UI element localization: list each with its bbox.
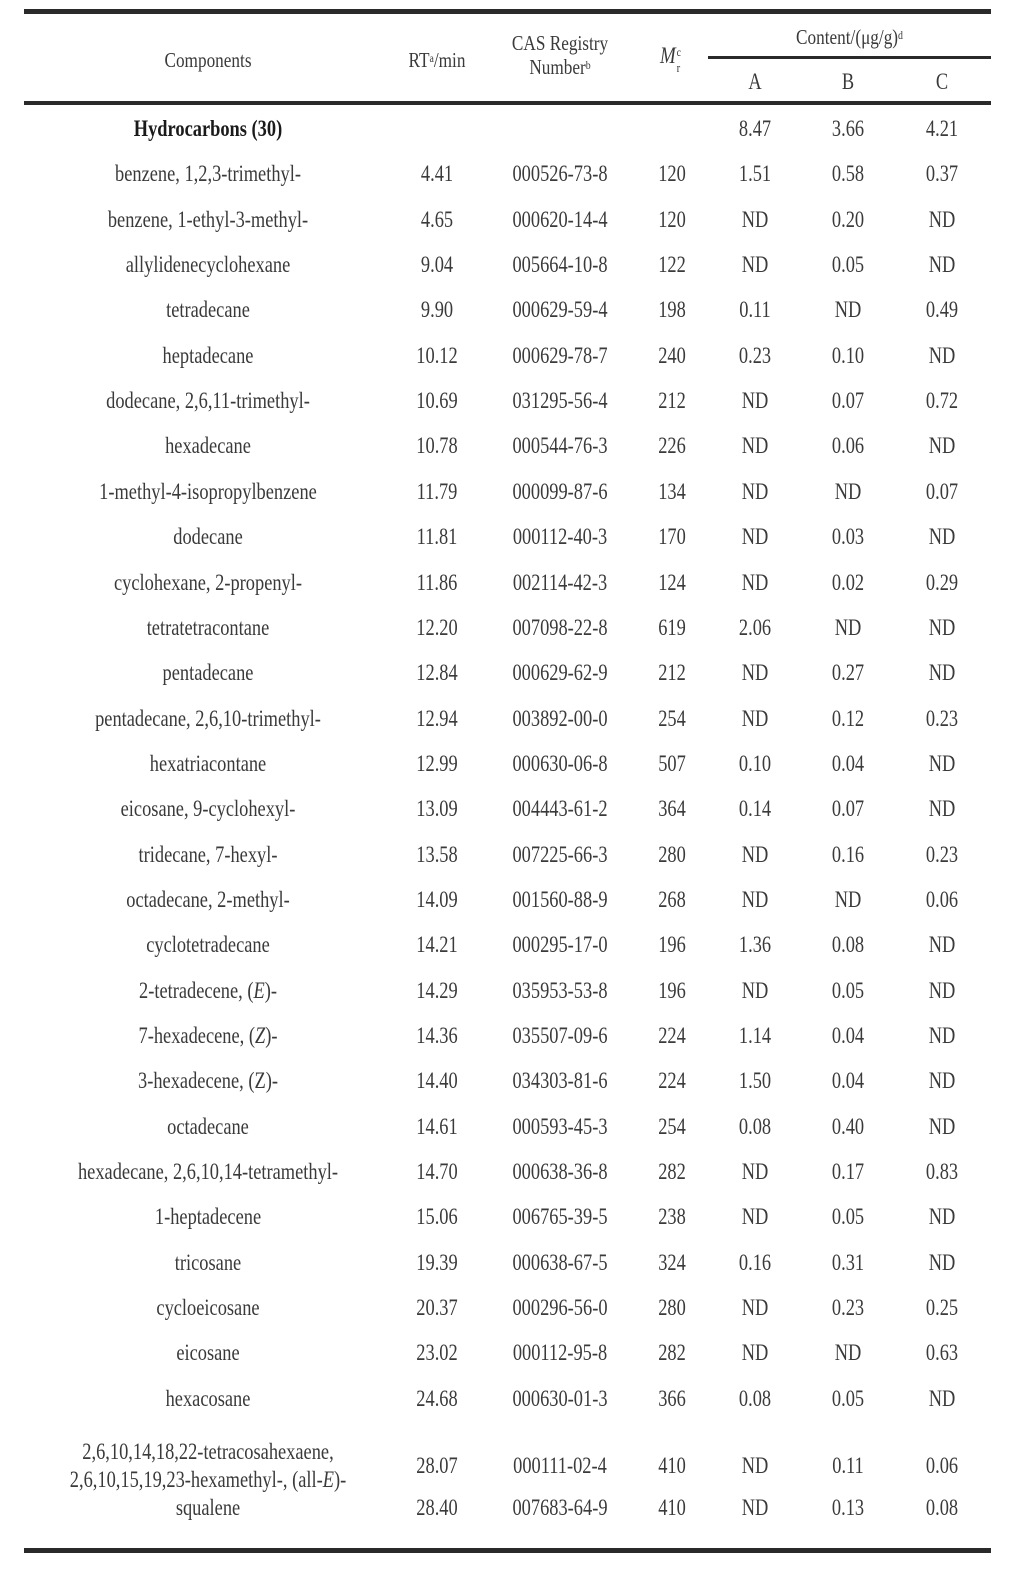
cas-number: 001560-88-9 [512, 886, 608, 912]
header-sample-a: A [748, 69, 762, 94]
component-name: tetratetracontane [146, 614, 270, 640]
cas-number: 000099-87-6 [512, 478, 608, 504]
footnote-c: c [676, 45, 681, 59]
component-name: cyclohexane, 2-propenyl- [113, 569, 303, 595]
content-a: 1.14 [738, 1023, 772, 1048]
content-a: ND [741, 1340, 769, 1366]
retention-time: 23.02 [416, 1340, 458, 1366]
content-a: ND [741, 524, 769, 550]
content-a: ND [741, 841, 769, 867]
content-c: ND [928, 796, 956, 822]
header-components [126, 48, 290, 72]
content-c: ND [928, 342, 956, 368]
cas-number: 000629-59-4 [512, 297, 608, 323]
cas-number: 007225-66-3 [512, 841, 608, 867]
content-c: 0.49 [925, 297, 959, 323]
content-a: ND [741, 206, 769, 232]
header-mr [647, 43, 696, 75]
component-name: 3-hexadecene, (Z)- [138, 1068, 278, 1094]
molecular-weight: 196 [658, 977, 686, 1003]
name-part: )- [265, 1023, 278, 1048]
content-c: ND [928, 660, 956, 686]
content-b: 0.03 [831, 524, 865, 550]
retention-time: 4.65 [420, 206, 454, 232]
content-b: 0.13 [831, 1494, 865, 1520]
component-name: cyclotetradecane [146, 932, 270, 958]
group-total-c: 4.21 [925, 116, 959, 141]
retention-time: 28.40 [416, 1494, 458, 1520]
content-c: 0.08 [925, 1494, 959, 1520]
content-c: ND [928, 1023, 956, 1048]
content-b: 0.04 [831, 1023, 865, 1048]
content-a: 0.08 [738, 1113, 772, 1139]
retention-time: 13.58 [416, 841, 458, 867]
molecular-weight: 254 [658, 1113, 686, 1139]
footnote-b: b [585, 58, 591, 72]
retention-time: 14.70 [416, 1159, 458, 1185]
retention-time: 14.21 [416, 932, 458, 958]
header-rt-label: RT [408, 48, 430, 72]
content-c: 0.23 [925, 705, 959, 731]
content-b: 0.04 [831, 750, 865, 776]
header-rule [24, 101, 991, 105]
content-a: ND [741, 1453, 769, 1479]
molecular-weight: 254 [658, 705, 686, 731]
name-part: )- [333, 1467, 347, 1493]
content-c: 0.29 [925, 569, 959, 595]
retention-time: 14.61 [416, 1113, 458, 1139]
group-total-a: 8.47 [738, 116, 772, 141]
header-sample-c: C [935, 69, 949, 94]
content-c: ND [928, 932, 956, 958]
stereo-descriptor: E [253, 977, 265, 1003]
content-c: ND [928, 977, 956, 1003]
header-rt [396, 48, 478, 72]
component-name: dodecane, 2,6,11-trimethyl- [106, 388, 310, 414]
retention-time: 12.99 [416, 750, 458, 776]
molecular-weight: 212 [658, 660, 686, 686]
content-c: ND [928, 524, 956, 550]
molecular-weight: 120 [658, 206, 686, 232]
content-c: ND [928, 433, 956, 459]
retention-time: 9.90 [420, 297, 454, 323]
content-a: 1.36 [738, 932, 772, 958]
content-c: ND [928, 252, 956, 278]
molecular-weight: 224 [658, 1068, 686, 1094]
header-mr-label: M [660, 43, 676, 68]
content-b: 0.07 [831, 796, 865, 822]
name-part: 2-tetradecene, ( [139, 977, 254, 1003]
retention-time: 11.79 [416, 478, 458, 504]
retention-time: 11.81 [416, 524, 458, 550]
component-name: hexadecane [165, 433, 251, 459]
group-name: Hydrocarbons (30) [133, 116, 283, 141]
cas-number: 002114-42-3 [512, 569, 608, 595]
retention-time: 11.86 [416, 569, 458, 595]
cas-number: 006765-39-5 [512, 1204, 608, 1230]
component-name: hexacosane [165, 1385, 251, 1411]
content-b: 0.04 [831, 1068, 865, 1094]
content-c: 0.06 [925, 1453, 959, 1479]
content-b: 0.12 [831, 705, 865, 731]
cas-number: 035507-09-6 [512, 1023, 608, 1048]
cas-number: 035953-53-8 [512, 977, 608, 1003]
component-name [42, 1022, 375, 1050]
retention-time: 24.68 [416, 1385, 458, 1411]
content-a: 2.06 [738, 614, 772, 640]
component-name: octadecane [167, 1113, 249, 1139]
content-b: ND [834, 1340, 862, 1366]
retention-time: 14.29 [416, 977, 458, 1003]
component-name: benzene, 1,2,3-trimethyl- [114, 161, 301, 187]
component-name: eicosane [176, 1340, 240, 1366]
content-b: 0.58 [831, 161, 865, 187]
retention-time: 10.69 [416, 388, 458, 414]
molecular-weight: 324 [658, 1249, 686, 1275]
retention-time: 13.09 [416, 796, 458, 822]
component-name [42, 977, 375, 1005]
content-c: 0.07 [925, 478, 959, 504]
cas-number: 000638-67-5 [512, 1249, 608, 1275]
retention-time: 10.12 [416, 342, 458, 368]
content-b: 0.27 [831, 660, 865, 686]
component-name: eicosane, 9-cyclohexyl- [120, 796, 296, 822]
content-b: 0.07 [831, 388, 865, 414]
cas-number: 003892-00-0 [512, 705, 608, 731]
content-b: 0.16 [831, 841, 865, 867]
stereo-descriptor: Z [254, 1023, 266, 1048]
retention-time: 28.07 [416, 1453, 458, 1479]
molecular-weight: 120 [658, 161, 686, 187]
molecular-weight: 170 [658, 524, 686, 550]
cas-number: 000296-56-0 [512, 1295, 608, 1321]
content-b: 0.10 [831, 342, 865, 368]
molecular-weight: 212 [658, 388, 686, 414]
molecular-weight: 410 [658, 1494, 686, 1520]
stereo-descriptor: E [322, 1467, 334, 1493]
content-c: 0.25 [925, 1295, 959, 1321]
footnote-d: d [898, 28, 903, 42]
component-name: 1-methyl-4-isopropylbenzene [99, 478, 317, 504]
cas-number: 004443-61-2 [512, 796, 608, 822]
header-cas-line1: CAS Registry [511, 31, 609, 55]
component-name: pentadecane, 2,6,10-trimethyl- [95, 705, 321, 731]
content-b: 0.05 [831, 977, 865, 1003]
retention-time: 20.37 [416, 1295, 458, 1321]
content-b: 0.05 [831, 252, 865, 278]
header-content [733, 25, 965, 49]
name-part: 7-hexadecene, ( [138, 1023, 255, 1048]
component-name: squalene [175, 1494, 241, 1520]
component-name: cycloeicosane [156, 1295, 260, 1321]
molecular-weight: 410 [658, 1453, 686, 1479]
content-b: 0.23 [831, 1295, 865, 1321]
cas-number: 000544-76-3 [512, 433, 608, 459]
component-name: tricosane [174, 1249, 242, 1275]
component-name-line2 [42, 1466, 375, 1494]
content-a: 0.08 [738, 1385, 772, 1411]
footnote-a: a [429, 51, 434, 65]
retention-time: 15.06 [416, 1204, 458, 1230]
content-a: 0.14 [738, 796, 772, 822]
cas-number: 000629-78-7 [512, 342, 608, 368]
header-rt-unit: /min [433, 48, 466, 72]
molecular-weight: 124 [658, 569, 686, 595]
retention-time: 14.36 [416, 1023, 458, 1048]
cas-number: 031295-56-4 [512, 388, 608, 414]
cas-number: 000630-01-3 [512, 1385, 608, 1411]
top-rule [24, 9, 991, 14]
retention-time: 12.84 [416, 660, 458, 686]
molecular-weight: 280 [658, 841, 686, 867]
header-cas-line2: Number [529, 55, 586, 79]
cas-number: 000526-73-8 [512, 161, 608, 187]
content-c: 0.23 [925, 841, 959, 867]
cas-number: 007683-64-9 [512, 1494, 608, 1520]
retention-time: 9.04 [420, 252, 454, 278]
content-b: ND [834, 297, 862, 323]
component-name: tridecane, 7-hexyl- [138, 841, 278, 867]
content-c: ND [928, 1204, 956, 1230]
cas-number: 000295-17-0 [512, 932, 608, 958]
content-b: 0.02 [831, 569, 865, 595]
header-mr-sub: r [676, 60, 681, 75]
content-a: 1.51 [738, 161, 772, 187]
header-components-label: Components [164, 48, 252, 72]
cas-number: 000112-40-3 [512, 524, 608, 550]
cas-number: 000638-36-8 [512, 1159, 608, 1185]
molecular-weight: 507 [658, 750, 686, 776]
component-name: dodecane [173, 524, 243, 550]
retention-time: 12.94 [416, 705, 458, 731]
content-a: ND [741, 388, 769, 414]
molecular-weight: 240 [658, 342, 686, 368]
content-c: ND [928, 614, 956, 640]
content-b: ND [834, 478, 862, 504]
molecular-weight: 226 [658, 433, 686, 459]
content-b: 0.31 [831, 1249, 865, 1275]
content-a: ND [741, 569, 769, 595]
retention-time: 14.09 [416, 886, 458, 912]
molecular-weight: 198 [658, 297, 686, 323]
content-c: ND [928, 1249, 956, 1275]
content-a: ND [741, 886, 769, 912]
component-name: heptadecane [162, 342, 254, 368]
content-c: ND [928, 1068, 956, 1094]
content-b: 0.05 [831, 1385, 865, 1411]
content-a: ND [741, 1159, 769, 1185]
component-name: hexatriacontane [149, 750, 267, 776]
cas-number: 000593-45-3 [512, 1113, 608, 1139]
content-b: 0.20 [831, 206, 865, 232]
content-subheader-rule [708, 56, 991, 59]
component-name: tetradecane [166, 297, 250, 323]
content-a: ND [741, 478, 769, 504]
content-c: 0.06 [925, 886, 959, 912]
molecular-weight: 122 [658, 252, 686, 278]
content-c: 0.63 [925, 1340, 959, 1366]
cas-number: 000620-14-4 [512, 206, 608, 232]
molecular-weight: 282 [658, 1340, 686, 1366]
molecular-weight: 134 [658, 478, 686, 504]
cas-number: 000630-06-8 [512, 750, 608, 776]
cas-number: 000111-02-4 [513, 1453, 607, 1479]
component-name: 1-heptadecene [154, 1204, 262, 1230]
content-c: ND [928, 1113, 956, 1139]
name-part: 2,6,10,15,19,23-hexamethyl-, (all- [69, 1467, 323, 1493]
content-a: ND [741, 1494, 769, 1520]
content-a: ND [741, 660, 769, 686]
content-c: 0.37 [925, 161, 959, 187]
component-name: allylidenecyclohexane [125, 252, 291, 278]
molecular-weight: 224 [658, 1023, 686, 1048]
content-a: ND [741, 977, 769, 1003]
content-c: 0.72 [925, 388, 959, 414]
retention-time: 10.78 [416, 433, 458, 459]
content-a: 0.16 [738, 1249, 772, 1275]
molecular-weight: 238 [658, 1204, 686, 1230]
component-name: pentadecane [162, 660, 254, 686]
content-c: ND [928, 206, 956, 232]
name-part: )- [264, 977, 277, 1003]
content-a: ND [741, 252, 769, 278]
molecular-weight: 268 [658, 886, 686, 912]
content-b: 0.08 [831, 932, 865, 958]
molecular-weight: 282 [658, 1159, 686, 1185]
content-b: ND [834, 614, 862, 640]
content-c: ND [928, 1385, 956, 1411]
header-cas [494, 31, 625, 79]
content-b: 0.40 [831, 1113, 865, 1139]
retention-time: 14.40 [416, 1068, 458, 1094]
content-b: ND [834, 886, 862, 912]
cas-number: 005664-10-8 [512, 252, 608, 278]
content-a: 0.11 [739, 297, 771, 323]
component-name-line1: 2,6,10,14,18,22-tetracosahexaene, [82, 1439, 334, 1465]
group-total-b: 3.66 [831, 116, 865, 141]
cas-number: 007098-22-8 [512, 614, 608, 640]
bottom-rule [24, 1548, 991, 1553]
component-name: hexadecane, 2,6,10,14-tetramethyl- [77, 1159, 339, 1185]
retention-time: 19.39 [416, 1249, 458, 1275]
cas-number: 000112-95-8 [512, 1340, 608, 1366]
component-name: octadecane, 2-methyl- [126, 886, 290, 912]
component-name: benzene, 1-ethyl-3-methyl- [107, 206, 309, 232]
molecular-weight: 364 [658, 796, 686, 822]
content-a: 1.50 [738, 1068, 772, 1094]
content-a: ND [741, 705, 769, 731]
molecular-weight: 366 [658, 1385, 686, 1411]
molecular-weight: 280 [658, 1295, 686, 1321]
retention-time: 4.41 [420, 161, 454, 187]
header-content-label: Content/(μg/g) [796, 25, 899, 49]
content-c: ND [928, 750, 956, 776]
content-b: 0.06 [831, 433, 865, 459]
content-c: 0.83 [925, 1159, 959, 1185]
retention-time: 12.20 [416, 614, 458, 640]
content-a: ND [741, 433, 769, 459]
content-a: 0.10 [738, 750, 772, 776]
cas-number: 034303-81-6 [512, 1068, 608, 1094]
cas-number: 000629-62-9 [512, 660, 608, 686]
molecular-weight: 619 [658, 614, 686, 640]
content-b: 0.11 [832, 1453, 864, 1479]
molecular-weight: 196 [658, 932, 686, 958]
content-a: ND [741, 1204, 769, 1230]
content-b: 0.17 [831, 1159, 865, 1185]
content-b: 0.05 [831, 1204, 865, 1230]
header-sample-b: B [841, 69, 855, 94]
content-a: 0.23 [738, 342, 772, 368]
content-a: ND [741, 1295, 769, 1321]
